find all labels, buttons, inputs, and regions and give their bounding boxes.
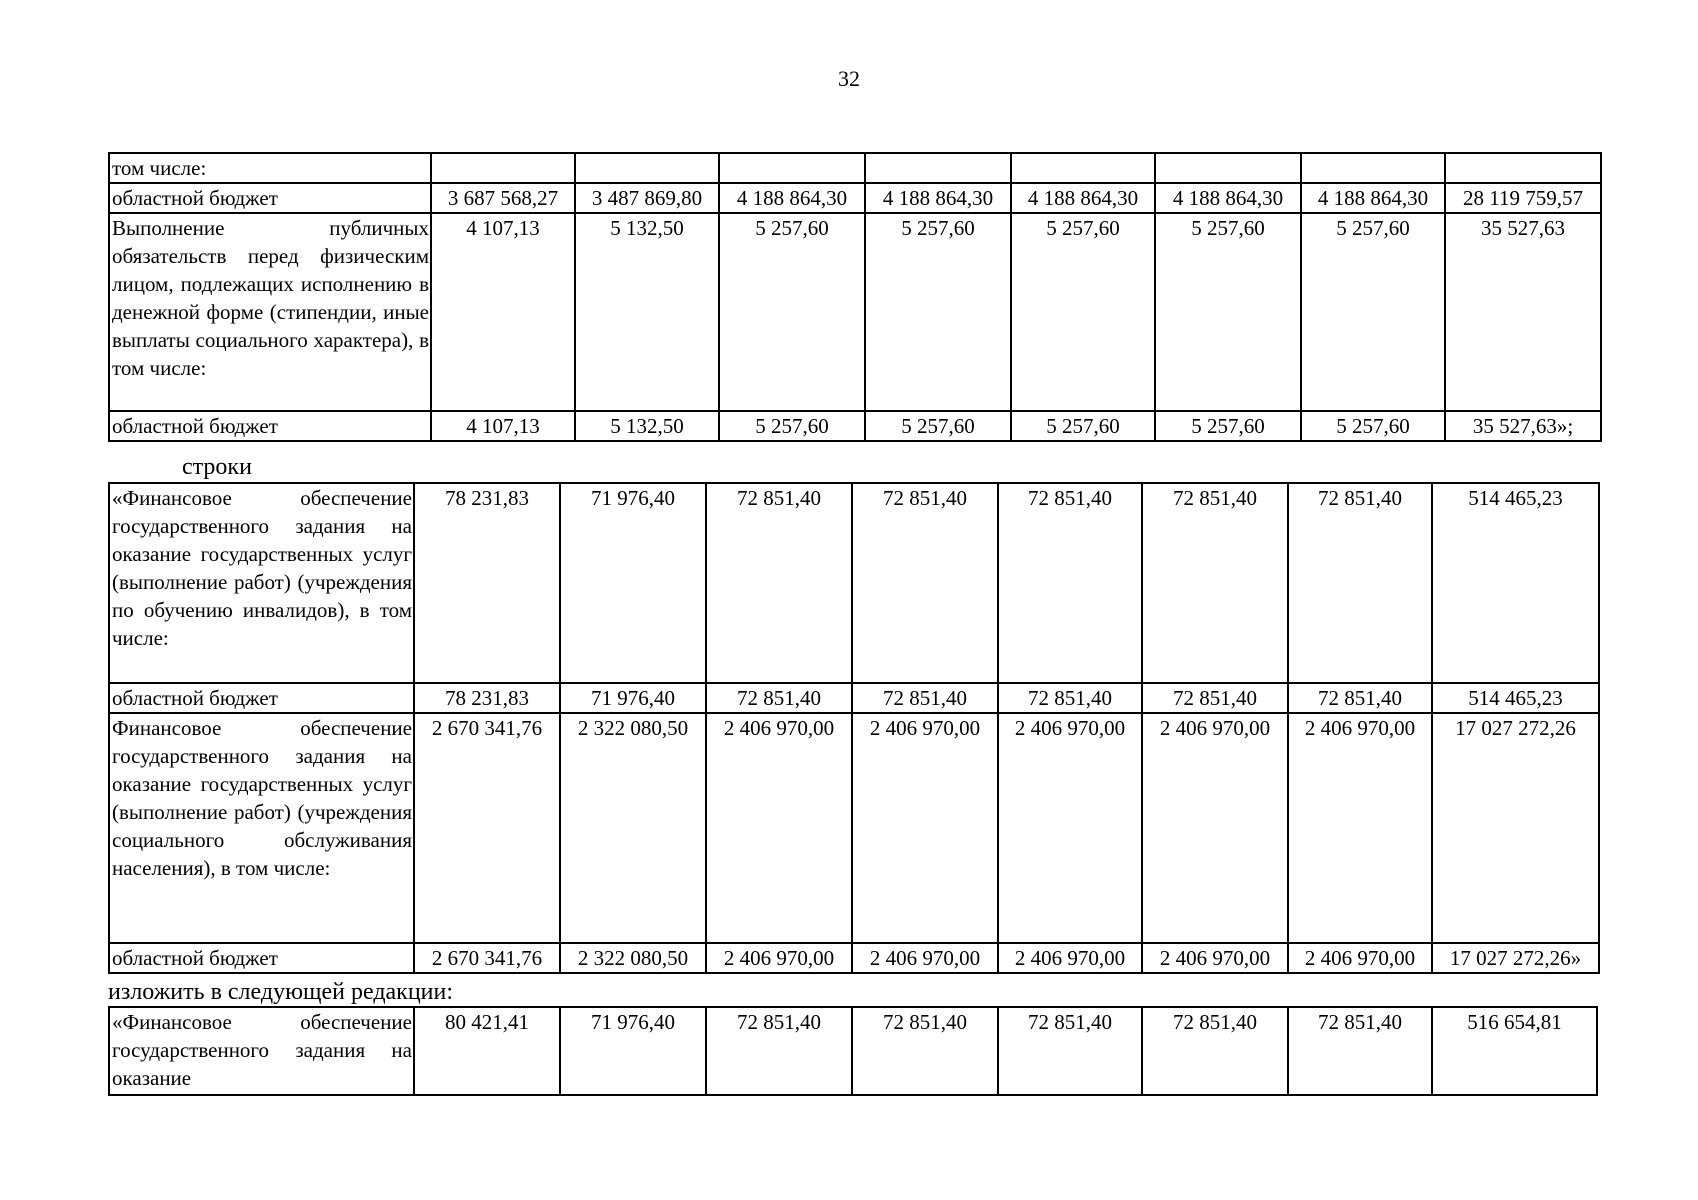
page-number: 32 xyxy=(838,66,860,91)
value-cell: 5 257,60 xyxy=(1011,411,1155,441)
value-cell: 2 406 970,00 xyxy=(706,713,852,943)
value-cell: 72 851,40 xyxy=(998,683,1142,713)
value-cell: 2 406 970,00 xyxy=(852,943,998,973)
value-cell: 2 670 341,76 xyxy=(414,713,560,943)
value-cell: 72 851,40 xyxy=(706,483,852,683)
value-cell xyxy=(575,153,719,183)
value-cell: 71 976,40 xyxy=(560,683,706,713)
table-row xyxy=(109,1007,1597,1095)
row-label: «Финансовое обеспечение государственного задания на оказание государственных услуг (выполнение работ) (учреждения по обучению инвалидов), в том числе: xyxy=(109,483,414,683)
value-cell: 4 188 864,30 xyxy=(1011,183,1155,213)
value-cell: 4 107,13 xyxy=(431,411,575,441)
value-cell xyxy=(719,153,865,183)
table-row xyxy=(109,683,1599,713)
value-cell: 72 851,40 xyxy=(998,1007,1142,1095)
table-row xyxy=(109,183,1601,213)
row-label: областной бюджет xyxy=(109,683,414,713)
row-label: «Финансовое обеспечение государственного задания на оказание xyxy=(109,1007,414,1095)
value-cell: 35 527,63 xyxy=(1445,213,1601,411)
value-cell: 2 406 970,00 xyxy=(1142,943,1288,973)
value-cell: 72 851,40 xyxy=(998,483,1142,683)
table-row xyxy=(109,943,1599,973)
value-cell: 5 257,60 xyxy=(719,411,865,441)
value-cell: 516 654,81 xyxy=(1432,1007,1597,1095)
value-cell: 17 027 272,26 xyxy=(1432,713,1599,943)
value-cell: 5 257,60 xyxy=(1301,411,1445,441)
value-cell xyxy=(1445,153,1601,183)
value-cell: 5 257,60 xyxy=(1301,213,1445,411)
table-row xyxy=(109,213,1601,411)
value-cell: 2 406 970,00 xyxy=(998,713,1142,943)
value-cell: 71 976,40 xyxy=(560,1007,706,1095)
value-cell: 2 670 341,76 xyxy=(414,943,560,973)
value-cell: 28 119 759,57 xyxy=(1445,183,1601,213)
value-cell: 78 231,83 xyxy=(414,683,560,713)
value-cell: 72 851,40 xyxy=(852,683,998,713)
table-row xyxy=(109,483,1599,683)
value-cell: 78 231,83 xyxy=(414,483,560,683)
value-cell: 35 527,63»; xyxy=(1445,411,1601,441)
value-cell: 2 322 080,50 xyxy=(560,713,706,943)
row-label: областной бюджет xyxy=(109,943,414,973)
row-label: областной бюджет xyxy=(109,183,431,213)
value-cell: 72 851,40 xyxy=(1142,483,1288,683)
value-cell: 2 406 970,00 xyxy=(852,713,998,943)
value-cell: 2 406 970,00 xyxy=(1142,713,1288,943)
value-cell: 2 406 970,00 xyxy=(1288,713,1432,943)
value-cell: 4 188 864,30 xyxy=(719,183,865,213)
value-cell: 72 851,40 xyxy=(1288,1007,1432,1095)
value-cell: 4 188 864,30 xyxy=(865,183,1011,213)
value-cell xyxy=(431,153,575,183)
row-label: том числе: xyxy=(109,153,431,183)
value-cell xyxy=(1155,153,1301,183)
value-cell: 514 465,23 xyxy=(1432,483,1599,683)
table-row xyxy=(109,153,1601,183)
value-cell: 2 406 970,00 xyxy=(998,943,1142,973)
row-label: Финансовое обеспечение государственного задания на оказание государственных услуг (выполнение работ) (учреждения социального обслуживания населения), в том числе: xyxy=(109,713,414,943)
value-cell: 514 465,23 xyxy=(1432,683,1599,713)
value-cell: 5 257,60 xyxy=(1155,411,1301,441)
value-cell: 72 851,40 xyxy=(1288,483,1432,683)
table-row xyxy=(109,411,1601,441)
row-label: областной бюджет xyxy=(109,411,431,441)
note-edit: изложить в следующей редакции: xyxy=(108,979,454,1005)
budget-table-bottom xyxy=(108,1006,1598,1096)
table-row xyxy=(109,713,1599,943)
value-cell: 72 851,40 xyxy=(1142,683,1288,713)
row-label: Выполнение публичных обязательств перед физическим лицом, подлежащих исполнению в денежной форме (стипендии, иные выплаты социального характера), в том числе: xyxy=(109,213,431,411)
note-rows: строки xyxy=(182,454,252,480)
value-cell: 17 027 272,26» xyxy=(1432,943,1599,973)
value-cell: 5 257,60 xyxy=(1011,213,1155,411)
value-cell: 72 851,40 xyxy=(706,1007,852,1095)
value-cell: 3 487 869,80 xyxy=(575,183,719,213)
value-cell xyxy=(865,153,1011,183)
value-cell: 71 976,40 xyxy=(560,483,706,683)
value-cell: 2 406 970,00 xyxy=(706,943,852,973)
value-cell: 5 257,60 xyxy=(719,213,865,411)
value-cell xyxy=(1011,153,1155,183)
value-cell xyxy=(1301,153,1445,183)
value-cell: 80 421,41 xyxy=(414,1007,560,1095)
value-cell: 72 851,40 xyxy=(706,683,852,713)
value-cell: 4 188 864,30 xyxy=(1155,183,1301,213)
budget-table-middle xyxy=(108,482,1600,974)
value-cell: 5 132,50 xyxy=(575,411,719,441)
value-cell: 2 322 080,50 xyxy=(560,943,706,973)
value-cell: 2 406 970,00 xyxy=(1288,943,1432,973)
value-cell: 5 257,60 xyxy=(865,411,1011,441)
value-cell: 5 257,60 xyxy=(865,213,1011,411)
value-cell: 4 107,13 xyxy=(431,213,575,411)
value-cell: 72 851,40 xyxy=(1288,683,1432,713)
value-cell: 5 132,50 xyxy=(575,213,719,411)
budget-table-top xyxy=(108,152,1602,442)
value-cell: 5 257,60 xyxy=(1155,213,1301,411)
value-cell: 3 687 568,27 xyxy=(431,183,575,213)
value-cell: 72 851,40 xyxy=(852,1007,998,1095)
value-cell: 72 851,40 xyxy=(852,483,998,683)
value-cell: 4 188 864,30 xyxy=(1301,183,1445,213)
value-cell: 72 851,40 xyxy=(1142,1007,1288,1095)
